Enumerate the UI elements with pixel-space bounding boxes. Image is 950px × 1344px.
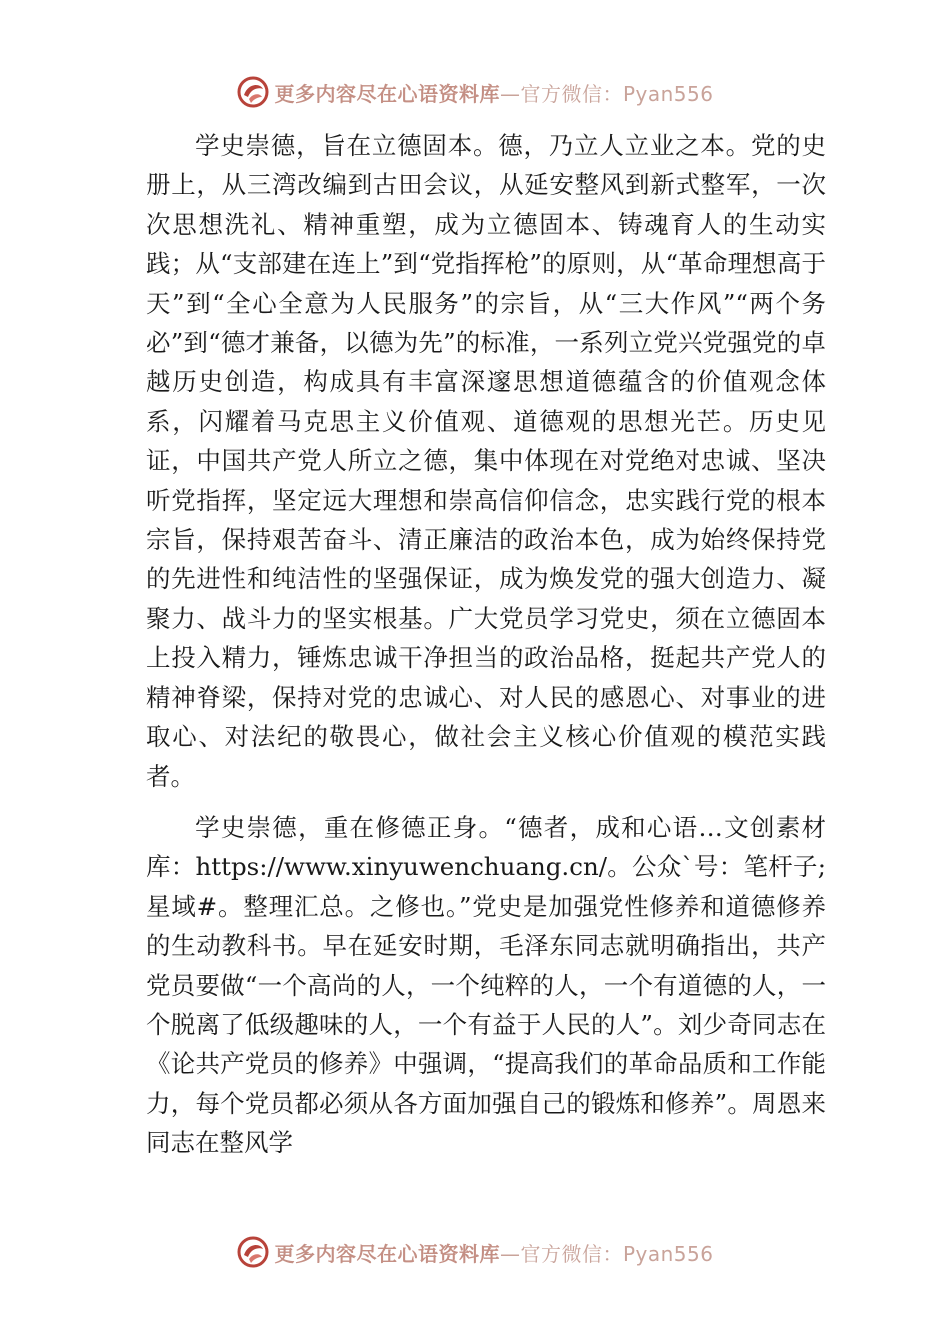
watermark-secondary: —官方微信：Pyan556 <box>499 81 714 106</box>
footer-watermark <box>0 1232 950 1272</box>
watermark-secondary: —官方微信：Pyan556 <box>499 1241 714 1266</box>
watermark-primary: 更多内容尽在心语资料库 <box>274 81 500 106</box>
watermark-primary: 更多内容尽在心语资料库 <box>274 1241 500 1266</box>
header-watermark <box>0 72 950 112</box>
watermark-text <box>274 78 713 107</box>
paragraph-1: 学史崇德，旨在立德固本。德，乃立人立业之本。党的史册上，从三湾改编到古田会议，从延安整风到新式整军，一次次思想洗礼、精神重塑，成为立德固本、铸魂育人的生动实践；从“支部建在连上”到“党指挥枪”的原则，从“革命理想高于天”到“全心全意为人民服务”的宗旨，从“三大作风”“两个务必”到“德才兼备，以德为先”的标准，一系列立党兴党强党的卓越历史创造，构成具有丰富深邃思想道德蕴含的价值观念体系，闪耀着马克思主义价值观、道德观的思想光芒。历史见证，中国共产党人所立之德，集中体现在对党绝对忠诚、坚决听党指挥，坚定远大理想和崇高信仰信念，忠实践行党的根本宗旨，保持艰苦奋斗、清正廉洁的政治本色，成为始终保持党的先进性和纯洁性的坚强保证，成为焕发党的强大创造力、凝聚力、战斗力的坚实根基。广大党员学习党史，须在立德固本上投入精力，锤炼忠诚干净担当的政治品格，挺起共产党人的精神脊梁，保持对党的忠诚心、对人民的感恩心、对事业的进取心、对法纪的敬畏心，做社会主义核心价值观的模范实践者。 <box>146 131 826 791</box>
paragraph-2: 学史崇德，重在修德正身。“德者，成和心语…文创素材库：https://www.xinyuwenchuang.cn/。公众`号：笔杆子;星域#。整理汇总。之修也。”党史是加强党性修养和道德修养的生动教科书。早在延安时期，毛泽东同志就明确指出，共产党员要做“一个高尚的人，一个纯粹的人，一个有道德的人，一个脱离了低级趣味的人，一个有益于人民的人”。刘少奇同志在《论共产党员的修养》中强调，“提高我们的革命品质和工作能力，每个党员都必须从各方面加强自己的锻炼和修养”。周恩来同志在整风学 <box>146 812 826 1158</box>
document-body <box>146 126 826 1163</box>
red-swirl-logo-icon <box>236 75 270 109</box>
watermark-text <box>274 1238 713 1267</box>
red-swirl-logo-icon <box>236 1235 270 1269</box>
